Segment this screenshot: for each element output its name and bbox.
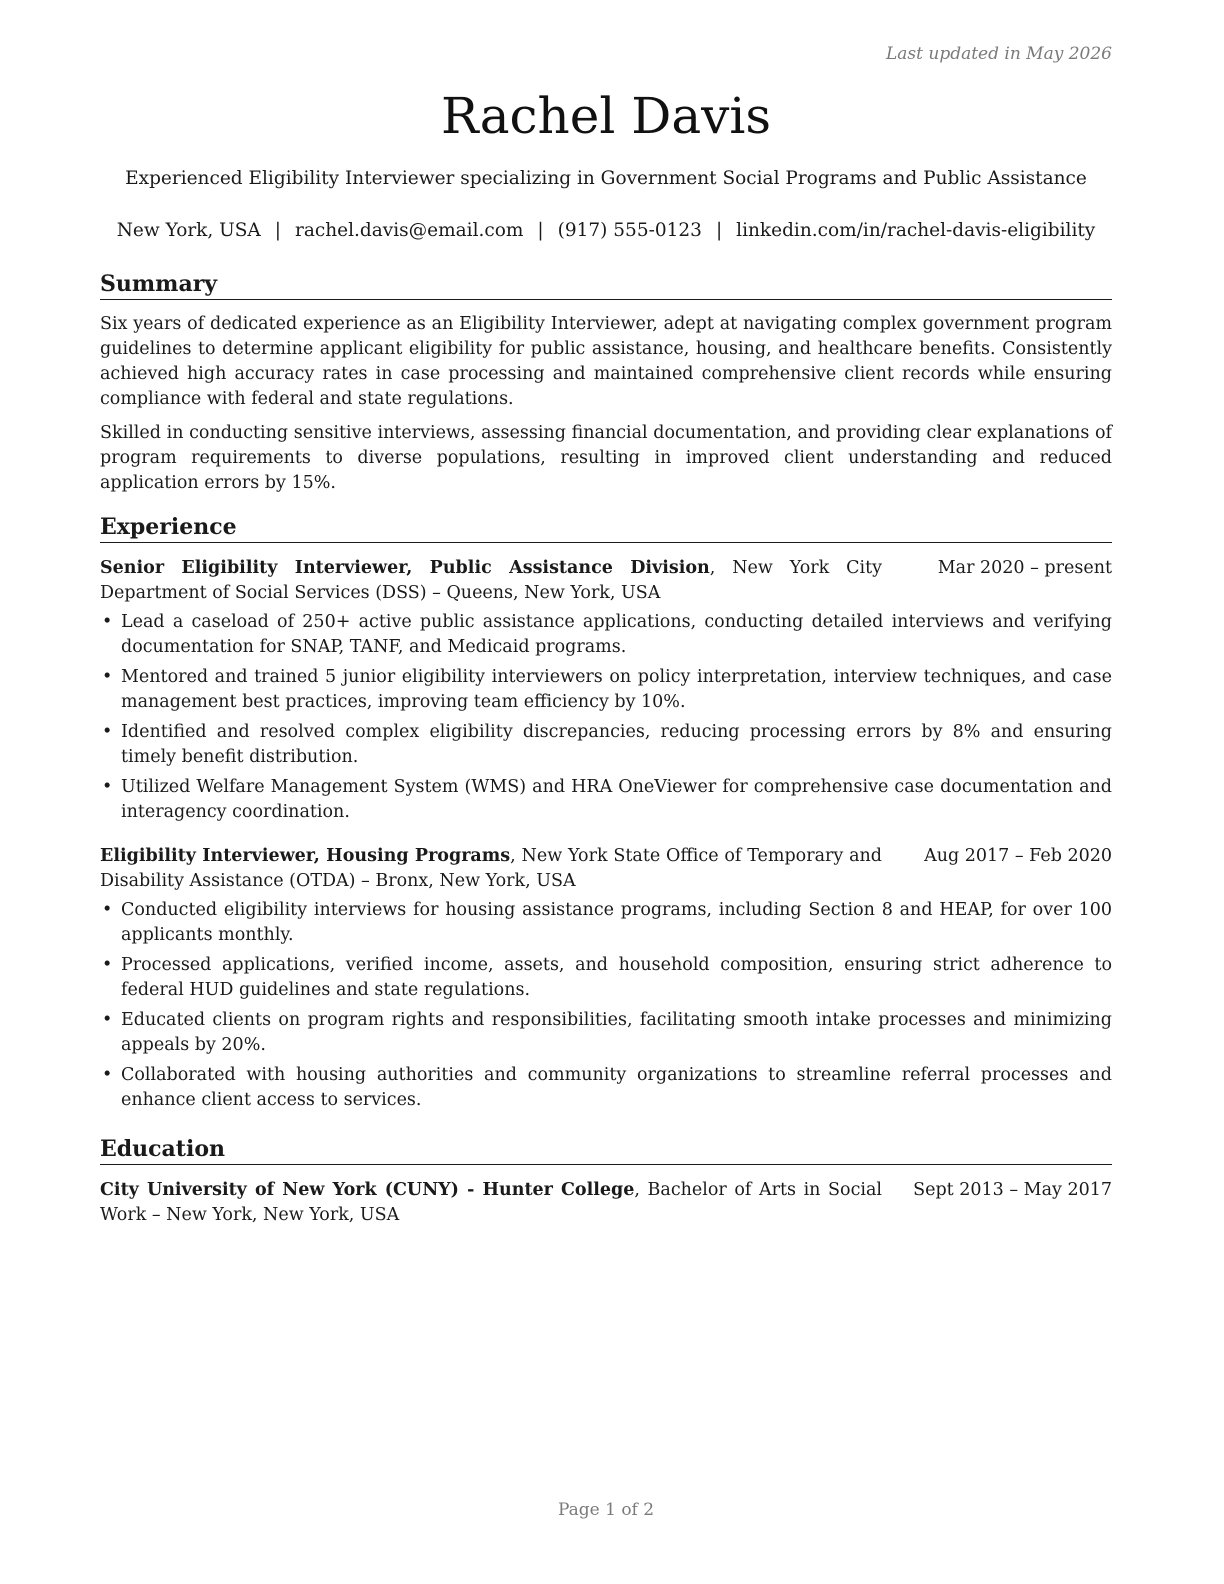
job-entry [100, 844, 1112, 1113]
bullet-icon: • [102, 1010, 113, 1030]
job-bullet-list [100, 610, 1112, 825]
education-section [100, 1135, 1112, 1228]
job-bullet-list [100, 898, 1112, 1113]
job-organization: , New York City Department of Social Services (DSS) – Queens, New York, USA [100, 558, 883, 603]
bullet-icon: • [102, 667, 113, 687]
job-bullet [100, 1008, 1112, 1058]
summary-section [100, 270, 1112, 496]
bullet-icon: • [102, 955, 113, 975]
job-bullet [100, 775, 1112, 825]
job-role: Eligibility Interviewer, Housing Programs [100, 846, 511, 866]
job-bullet-text: Conducted eligibility interviews for housing assistance programs, including Section 8 and HEAP, for over 100 applicants monthly. [121, 900, 1112, 945]
experience-section [100, 513, 1112, 1118]
contact-phone: (917) 555-0123 [557, 220, 702, 241]
contact-line [100, 218, 1112, 244]
page-number: Page 1 of 2 [557, 1500, 655, 1520]
contact-separator: | [274, 220, 282, 241]
job-bullet-text: Lead a caseload of 250+ active public assistance applications, conducting detailed interviews and verifying documentation for SNAP, TANF, and Medicaid programs. [121, 612, 1112, 657]
bullet-icon: • [102, 900, 113, 920]
education-detail: , Bachelor of Arts in Social Work – New York, New York, USA [100, 1180, 882, 1225]
job-bullet [100, 720, 1112, 770]
contact-email[interactable]: rachel.davis@email.com [295, 220, 524, 241]
bullet-icon: • [102, 612, 113, 632]
job-bullet-text: Mentored and trained 5 junior eligibility interviewers on policy interpretation, interview techniques, and case management best practices, improving team efficiency by 10%. [121, 667, 1112, 712]
bullet-icon: • [102, 777, 113, 797]
resume-page [100, 0, 1112, 1584]
job-entry [100, 556, 1112, 825]
summary-paragraph: Six years of dedicated experience as an Eligibility Interviewer, adept at navigating complex government program guidelines to determine applicant eligibility for public assistance, housing, and healthcare benefits. Consistently achieved high accuracy rates in case processing and maintained comprehensive client records while ensuring compliance with federal and state regulations. [100, 314, 1112, 409]
job-role: Senior Eligibility Interviewer, Public Assistance Division [100, 558, 710, 578]
education-entry [100, 1178, 1112, 1228]
bullet-icon: • [102, 722, 113, 742]
job-bullet-text: Utilized Welfare Management System (WMS) and HRA OneViewer for comprehensive case documentation and interagency coordination. [121, 777, 1112, 822]
job-bullet [100, 898, 1112, 948]
job-bullet [100, 953, 1112, 1003]
job-dates: Mar 2020 – present [937, 558, 1112, 578]
job-organization: , New York State Office of Temporary and Disability Assistance (OTDA) – Bronx, New York, USA [100, 846, 882, 891]
contact-separator: | [715, 220, 723, 241]
job-bullet [100, 665, 1112, 715]
job-bullet-text: Processed applications, verified income, assets, and household composition, ensuring strict adherence to federal HUD guidelines and state regulations. [121, 955, 1112, 1000]
job-bullet [100, 610, 1112, 660]
contact-linkedin[interactable]: linkedin.com/in/rachel-davis-eligibility [736, 220, 1096, 241]
job-bullet-text: Identified and resolved complex eligibility discrepancies, reducing processing errors by 8% and ensuring timely benefit distribution. [121, 722, 1112, 767]
section-title-summary: Summary [100, 270, 1112, 300]
last-updated-note: Last updated in May 2026 [885, 44, 1112, 64]
job-bullet-text: Collaborated with housing authorities and community organizations to streamline referral processes and enhance client access to services. [121, 1065, 1112, 1110]
bullet-icon: • [102, 1065, 113, 1085]
section-title-experience: Experience [100, 513, 1112, 543]
job-bullet-text: Educated clients on program rights and responsibilities, facilitating smooth intake processes and minimizing appeals by 20%. [121, 1010, 1112, 1055]
contact-separator: | [537, 220, 544, 241]
education-school: City University of New York (CUNY) - Hunter College [100, 1180, 635, 1200]
summary-paragraph: Skilled in conducting sensitive interviews, assessing financial documentation, and providing clear explanations of program requirements to diverse populations, resulting in improved client understanding and reduced application errors by 15%. [100, 423, 1112, 493]
contact-location: New York, USA [116, 220, 261, 241]
education-dates: Sept 2013 – May 2017 [913, 1180, 1112, 1200]
candidate-name: Rachel Davis [440, 87, 772, 145]
job-dates: Aug 2017 – Feb 2020 [924, 846, 1112, 866]
section-title-education: Education [100, 1135, 1112, 1165]
candidate-tagline: Experienced Eligibility Interviewer specializing in Government Social Programs and Public Assistance [125, 168, 1087, 189]
job-bullet [100, 1063, 1112, 1113]
